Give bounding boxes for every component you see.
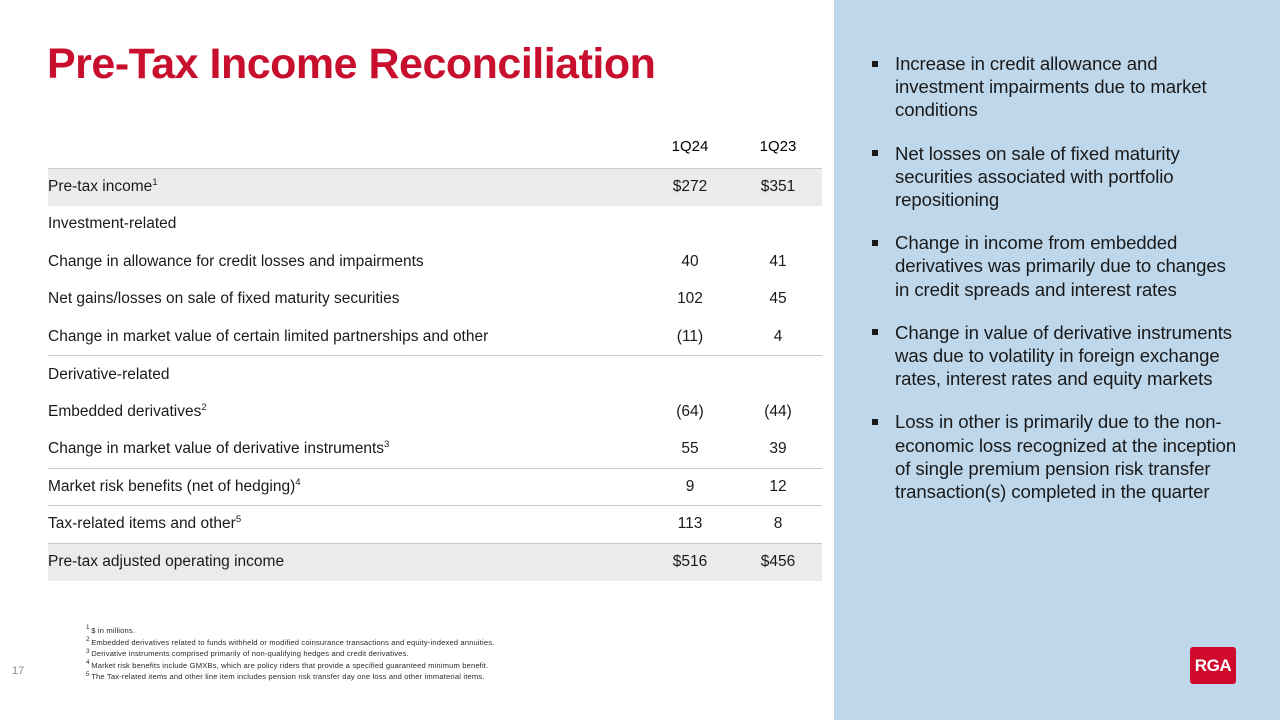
bullet-item — [870, 231, 1242, 301]
row-value-1q24: 113 — [646, 506, 734, 544]
footnote-text: Derivative instruments comprised primarily of non-qualifying hedges and credit derivatives. — [91, 649, 409, 659]
row-label: Pre-tax income$^1$ — [48, 168, 646, 206]
page-title: Pre-Tax Income Reconciliation — [47, 40, 656, 88]
row-value-1q24: 102 — [677, 290, 703, 308]
pre-tax-income-reconciliation-table — [48, 126, 822, 581]
square-bullet-icon — [872, 61, 878, 67]
column-header-1q23: 1Q23 — [759, 138, 797, 156]
rga-logo-text: RGA — [1194, 655, 1232, 675]
footnote — [86, 625, 726, 637]
square-bullet-icon — [872, 419, 878, 425]
row-value-1q23 — [734, 206, 822, 244]
footnote-marker: 1 — [152, 176, 158, 188]
column-header-label — [48, 126, 646, 168]
row-value-1q24: $272 — [646, 168, 734, 206]
table-body — [48, 126, 822, 581]
row-value-1q23: 41 — [769, 252, 787, 270]
bullet-text: Change in value of derivative instruments was due to volatility in foreign exchange rates, interest rates and equity markets — [895, 321, 1232, 390]
table-row — [48, 356, 822, 394]
footnote-marker: 4 — [295, 476, 301, 488]
row-value-1q23: 39 — [769, 440, 787, 457]
table-row — [48, 206, 822, 244]
bullet-text: Loss in other is primarily due to the non-economic loss recognized at the inception of single premium pension risk transfer transaction(s) completed in the quarter — [895, 411, 1237, 503]
row-value-1q24: (11) — [676, 327, 704, 345]
bullet-text: Change in income from embedded derivatives was primarily due to changes in credit spreads and interest rates — [895, 232, 1226, 300]
footnote-text: Market risk benefits include GMXBs, which are policy riders that provide a specified guaranteed minimum benefit. — [91, 660, 489, 670]
column-header-1q24: 1Q24 — [671, 138, 709, 156]
row-value-1q24 — [646, 356, 734, 394]
bullet-item — [870, 52, 1242, 122]
table-row — [48, 431, 822, 469]
table-row — [48, 543, 822, 581]
footnote — [86, 637, 726, 649]
footnote-marker: 5 — [235, 514, 242, 526]
row-value-1q24: 9 — [646, 468, 734, 506]
row-value-1q24: 55 — [681, 440, 699, 457]
table-row — [48, 393, 822, 431]
row-value-1q23: $351 — [734, 168, 822, 206]
bullet-item — [870, 321, 1242, 391]
row-label: Net gains/losses on sale of fixed maturity securities — [48, 290, 400, 308]
row-label: Tax-related items and other$^5$ — [48, 506, 646, 544]
bullet-item — [870, 410, 1242, 503]
table-row — [48, 468, 822, 506]
footnote — [86, 671, 726, 683]
row-value-1q23 — [734, 356, 822, 394]
square-bullet-icon — [872, 329, 878, 335]
footnote-text: The Tax-related items and other line item includes pension risk transfer day one loss and other immaterial items. — [91, 672, 485, 682]
row-label: Change in allowance for credit losses and impairments — [48, 252, 424, 270]
page-number: 17 — [12, 665, 25, 677]
commentary-side-panel — [834, 0, 1280, 720]
row-value-1q24 — [646, 206, 734, 244]
footnote — [86, 648, 726, 660]
footnote-text: Embedded derivatives related to funds withheld or modified coinsurance transactions and equity-indexed annuities. — [91, 637, 495, 647]
square-bullet-icon — [872, 150, 878, 156]
footnote-marker: 2 — [86, 636, 90, 644]
row-label: Investment-related — [48, 215, 177, 233]
row-label: Market risk benefits (net of hedging)$^4$ — [48, 468, 646, 506]
footnote-marker: 5 — [86, 670, 90, 678]
row-value-1q23: 4 — [773, 327, 783, 345]
row-label: Change in market value of certain limited partnerships and other — [48, 327, 489, 345]
commentary-bullet-list — [870, 52, 1242, 503]
row-value-1q23: 45 — [769, 290, 787, 308]
row-value-1q23: $456 — [734, 543, 822, 581]
footnotes-block — [86, 625, 726, 683]
bullet-item — [870, 142, 1242, 212]
table-row — [48, 318, 822, 356]
footnote-marker: 1 — [86, 624, 90, 632]
row-value-1q24: 40 — [681, 252, 699, 270]
row-value-1q23: 8 — [734, 506, 822, 544]
footnote-text: $ in millions. — [91, 626, 136, 635]
rga-logo — [1190, 647, 1236, 684]
square-bullet-icon — [872, 240, 878, 246]
row-value-1q23: (44) — [764, 402, 792, 420]
footnote-marker: 3 — [86, 647, 90, 655]
row-value-1q24: (64) — [676, 402, 704, 420]
table-row — [48, 243, 822, 281]
table-row — [48, 168, 822, 206]
row-label: Pre-tax adjusted operating income — [48, 543, 646, 581]
table-row — [48, 506, 822, 544]
row-label: Embedded derivatives$^2$ — [48, 401, 207, 420]
footnote-marker: 2 — [201, 401, 207, 413]
footnote-marker: 3 — [384, 438, 390, 450]
table-header-row — [48, 126, 822, 168]
bullet-text: Increase in credit allowance and investment impairments due to market conditions — [895, 53, 1207, 121]
bullet-text: Net losses on sale of fixed maturity securities associated with portfolio repositioning — [895, 142, 1180, 211]
row-label: Change in market value of derivative instruments$^3$ — [48, 438, 390, 457]
row-label: Derivative-related — [48, 356, 646, 394]
row-value-1q23: 12 — [734, 468, 822, 506]
table-row — [48, 281, 822, 319]
row-value-1q24: $516 — [646, 543, 734, 581]
footnote — [86, 660, 726, 672]
footnote-marker: 4 — [86, 659, 90, 667]
